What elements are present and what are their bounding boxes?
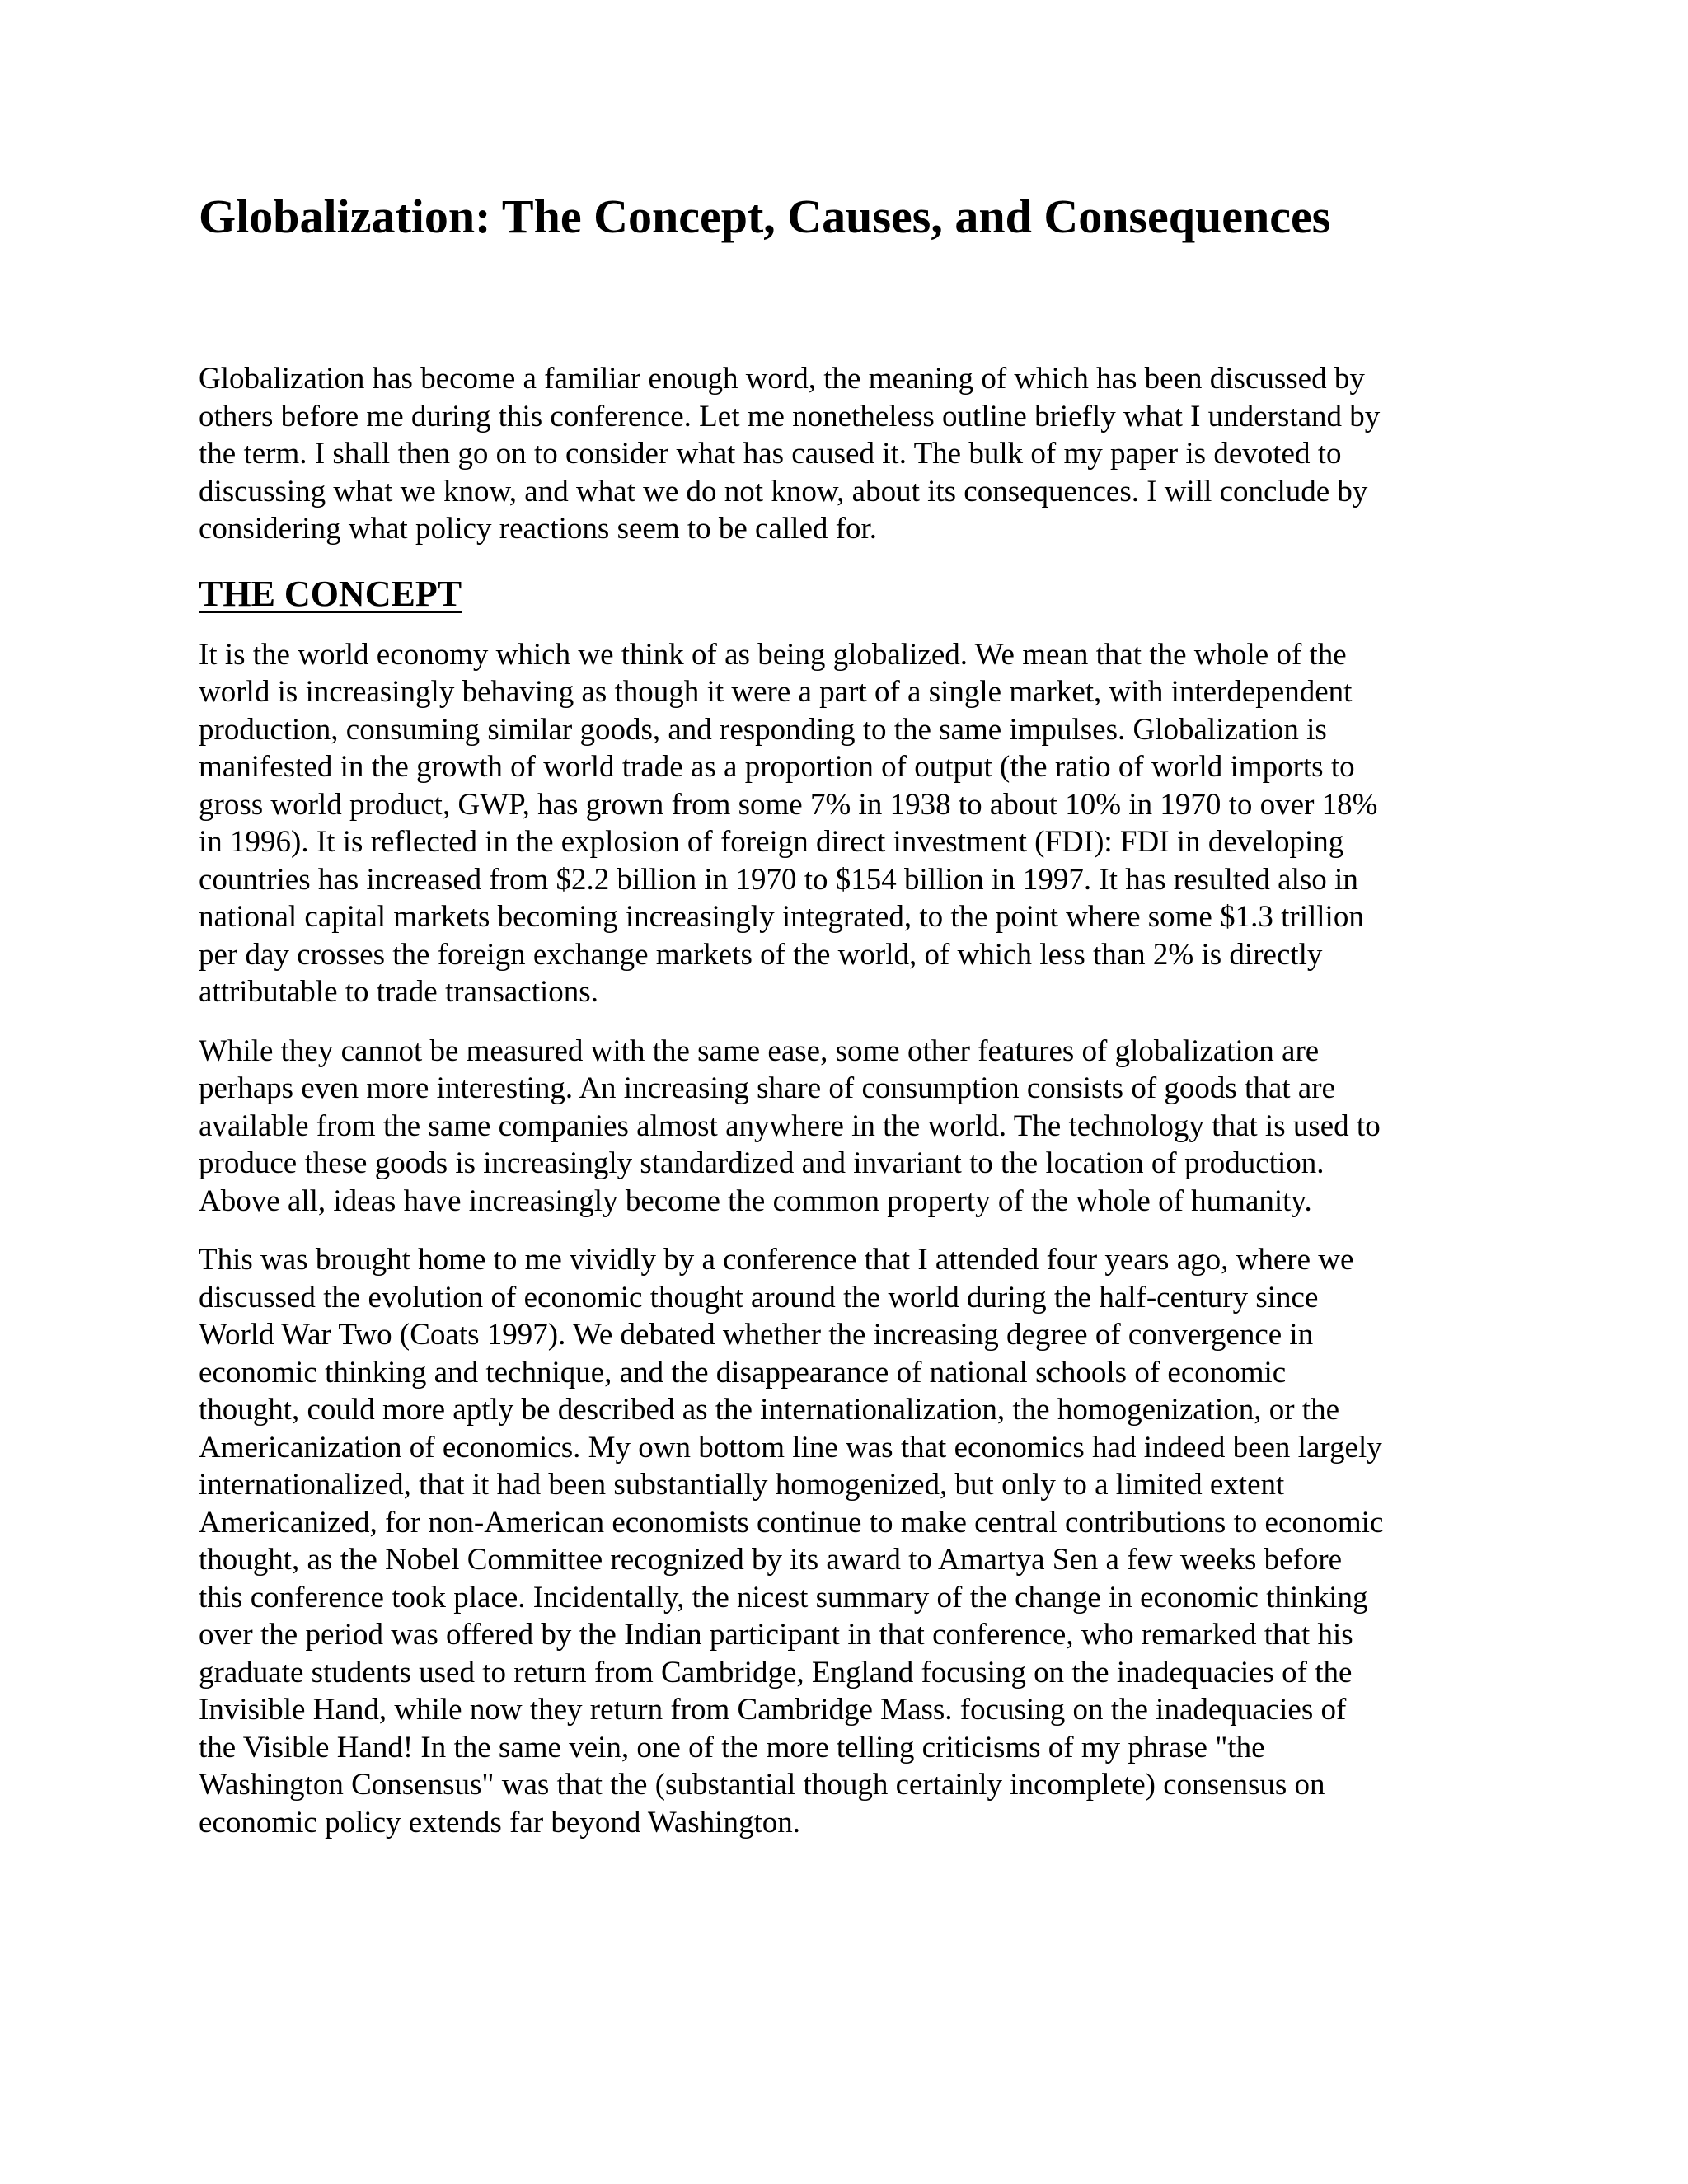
paragraph-line: thought, could more aptly be described as the internationalization, the homogenization, or the — [199, 1393, 1340, 1427]
concept-paragraph-1 — [199, 636, 1493, 1011]
paragraph-line: Americanization of economics. My own bottom line was that economics had indeed been largely — [199, 1430, 1382, 1465]
paragraph-line: in 1996). It is reflected in the explosion of foreign direct investment (FDI): FDI in developing — [199, 825, 1344, 859]
paragraph-line: discussing what we know, and what we do not know, about its consequences. I will conclude by — [199, 474, 1368, 509]
paragraph-line: perhaps even more interesting. An increasing share of consumption consists of goods that are — [199, 1071, 1335, 1105]
paragraph-line: national capital markets becoming increasingly integrated, to the point where some $1.3 trillion — [199, 900, 1364, 934]
paragraph-line: per day crosses the foreign exchange markets of the world, of which less than 2% is directly — [199, 937, 1323, 972]
paragraph-line: It is the world economy which we think of as being globalized. We mean that the whole of the — [199, 637, 1347, 672]
document-title: Globalization: The Concept, Causes, and Consequences — [199, 190, 1331, 243]
paragraph-line: countries has increased from $2.2 billion in 1970 to $154 billion in 1997. It has resulted also in — [199, 862, 1358, 897]
paragraph-line: this conference took place. Incidentally, the nicest summary of the change in economic thinking — [199, 1580, 1368, 1615]
paragraph-line: Above all, ideas have increasingly become the common property of the whole of humanity. — [199, 1183, 1312, 1218]
paragraph-line: available from the same companies almost anywhere in the world. The technology that is used to — [199, 1108, 1381, 1143]
paragraph-line: gross world product, GWP, has grown from some 7% in 1938 to about 10% in 1970 to over 18% — [199, 787, 1378, 822]
paragraph-line: economic thinking and technique, and the disappearance of national schools of economic — [199, 1355, 1287, 1390]
paragraph-line: graduate students used to return from Cambridge, England focusing on the inadequacies of the — [199, 1655, 1353, 1690]
paragraph-line: thought, as the Nobel Committee recognized by its award to Amartya Sen a few weeks before — [199, 1543, 1343, 1577]
intro-paragraph — [199, 360, 1493, 548]
paragraph-line: Invisible Hand, while now they return from Cambridge Mass. focusing on the inadequacies of — [199, 1693, 1347, 1727]
paragraph-line: considering what policy reactions seem to be called for. — [199, 512, 877, 546]
paragraph-line: the term. I shall then go on to consider what has caused it. The bulk of my paper is devoted to — [199, 437, 1342, 471]
paragraph-line: Americanized, for non-American economists continue to make central contributions to economic — [199, 1505, 1384, 1540]
section-heading: THE CONCEPT — [199, 573, 462, 614]
paragraph-line: others before me during this conference. Let me nonetheless outline briefly what I understand by — [199, 399, 1381, 434]
paragraph-line: While they cannot be measured with the same ease, some other features of globalization are — [199, 1033, 1320, 1068]
paragraph-line: World War Two (Coats 1997). We debated whether the increasing degree of convergence in — [199, 1318, 1314, 1352]
paragraph-line: attributable to trade transactions. — [199, 975, 598, 1009]
paragraph-line: Globalization has become a familiar enough word, the meaning of which has been discussed by — [199, 362, 1365, 396]
paragraph-line: production, consuming similar goods, and responding to the same impulses. Globalization is — [199, 712, 1327, 747]
paragraph-line: world is increasingly behaving as though it were a part of a single market, with interdependent — [199, 675, 1353, 709]
paragraph-line: discussed the evolution of economic thought around the world during the half-century since — [199, 1280, 1319, 1315]
paragraph-line: over the period was offered by the Indian participant in that conference, who remarked that his — [199, 1618, 1353, 1652]
paragraph-line: Washington Consensus" was that the (substantial though certainly incomplete) consensus on — [199, 1768, 1325, 1802]
paragraph-line: This was brought home to me vividly by a conference that I attended four years ago, where we — [199, 1243, 1354, 1277]
paragraph-line: manifested in the growth of world trade as a proportion of output (the ratio of world imports to — [199, 750, 1355, 784]
paragraph-line: produce these goods is increasingly standardized and invariant to the location of production. — [199, 1146, 1325, 1180]
paragraph-line: economic policy extends far beyond Washington. — [199, 1805, 800, 1840]
paragraph-line: internationalized, that it had been substantially homogenized, but only to a limited extent — [199, 1468, 1285, 1502]
concept-paragraph-3 — [199, 1241, 1493, 1841]
paragraph-line: the Visible Hand! In the same vein, one of the more telling criticisms of my phrase "the — [199, 1730, 1265, 1765]
document-page — [199, 188, 1493, 1841]
concept-paragraph-2 — [199, 1033, 1493, 1221]
